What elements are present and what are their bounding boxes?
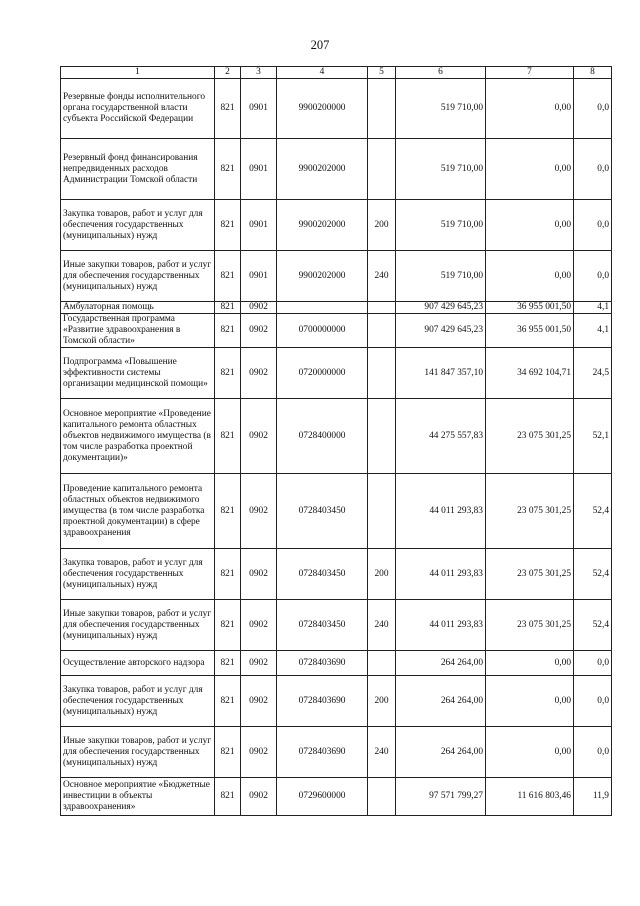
row-name: Резервные фонды исполнительного органа государственной власти субъекта Российской Федерации xyxy=(61,79,215,139)
row-ved-code: 821 xyxy=(215,474,241,549)
header-cell-6: 6 xyxy=(396,67,486,79)
table-row xyxy=(61,549,612,600)
row-percent: 0,0 xyxy=(574,251,612,302)
row-actual-amount: 34 692 104,71 xyxy=(486,348,574,399)
row-actual-amount: 0,00 xyxy=(486,651,574,676)
header-cell-8: 8 xyxy=(574,67,612,79)
row-expense-type xyxy=(368,651,396,676)
row-percent: 52,4 xyxy=(574,549,612,600)
row-section-code: 0902 xyxy=(241,302,277,314)
table-row xyxy=(61,200,612,251)
row-name: Иные закупки товаров, работ и услуг для обеспечения государственных (муниципальных) нужд xyxy=(61,251,215,302)
table-row xyxy=(61,399,612,474)
row-ved-code: 821 xyxy=(215,79,241,139)
row-percent: 0,0 xyxy=(574,200,612,251)
row-name: Закупка товаров, работ и услуг для обеспечения государственных (муниципальных) нужд xyxy=(61,549,215,600)
row-target-code: 0729600000 xyxy=(277,778,368,816)
row-name: Иные закупки товаров, работ и услуг для обеспечения государственных (муниципальных) нужд xyxy=(61,727,215,778)
row-name: Осуществление авторского надзора xyxy=(61,651,215,676)
table-row xyxy=(61,79,612,139)
row-actual-amount: 0,00 xyxy=(486,139,574,200)
row-percent: 4,1 xyxy=(574,302,612,314)
row-expense-type: 240 xyxy=(368,600,396,651)
table-body xyxy=(61,79,612,816)
row-plan-amount: 264 264,00 xyxy=(396,727,486,778)
row-percent: 0,0 xyxy=(574,139,612,200)
table-row xyxy=(61,778,612,816)
row-name: Подпрограмма «Повышение эффективности системы организации медицинской помощи» xyxy=(61,348,215,399)
row-actual-amount: 23 075 301,25 xyxy=(486,549,574,600)
row-percent: 52,4 xyxy=(574,600,612,651)
row-target-code: 0728403450 xyxy=(277,474,368,549)
table-row xyxy=(61,314,612,348)
header-row xyxy=(61,67,612,79)
row-ved-code: 821 xyxy=(215,302,241,314)
page-number: 207 xyxy=(310,38,330,52)
row-plan-amount: 519 710,00 xyxy=(396,200,486,251)
row-plan-amount: 141 847 357,10 xyxy=(396,348,486,399)
row-ved-code: 821 xyxy=(215,651,241,676)
table-row xyxy=(61,727,612,778)
header-cell-5: 5 xyxy=(368,67,396,79)
row-section-code: 0902 xyxy=(241,474,277,549)
row-plan-amount: 519 710,00 xyxy=(396,139,486,200)
row-target-code xyxy=(277,302,368,314)
row-expense-type xyxy=(368,348,396,399)
row-target-code: 9900200000 xyxy=(277,79,368,139)
table-row xyxy=(61,348,612,399)
row-percent: 11,9 xyxy=(574,778,612,816)
row-actual-amount: 11 616 803,46 xyxy=(486,778,574,816)
row-name: Амбулаторная помощь xyxy=(61,302,215,314)
row-name: Проведение капитального ремонта областных объектов недвижимого имущества (в том числе разработка проектной документации) в сфере здравоохранения xyxy=(61,474,215,549)
row-percent: 0,0 xyxy=(574,676,612,727)
row-ved-code: 821 xyxy=(215,727,241,778)
row-expense-type: 240 xyxy=(368,727,396,778)
table-row xyxy=(61,474,612,549)
row-expense-type xyxy=(368,778,396,816)
row-target-code: 9900202000 xyxy=(277,200,368,251)
row-target-code: 0728403450 xyxy=(277,549,368,600)
row-name: Основное мероприятие «Проведение капитального ремонта областных объектов недвижимого имущества (в том числе разработка проектной документации)» xyxy=(61,399,215,474)
row-percent: 52,1 xyxy=(574,399,612,474)
row-plan-amount: 264 264,00 xyxy=(396,676,486,727)
row-section-code: 0902 xyxy=(241,651,277,676)
row-target-code: 0728403450 xyxy=(277,600,368,651)
row-ved-code: 821 xyxy=(215,251,241,302)
row-expense-type xyxy=(368,79,396,139)
table-row xyxy=(61,676,612,727)
row-percent: 0,0 xyxy=(574,79,612,139)
row-ved-code: 821 xyxy=(215,314,241,348)
row-plan-amount: 44 011 293,83 xyxy=(396,549,486,600)
row-name: Закупка товаров, работ и услуг для обеспечения государственных (муниципальных) нужд xyxy=(61,200,215,251)
row-section-code: 0902 xyxy=(241,727,277,778)
row-actual-amount: 36 955 001,50 xyxy=(486,302,574,314)
row-section-code: 0901 xyxy=(241,200,277,251)
row-percent: 52,4 xyxy=(574,474,612,549)
row-section-code: 0902 xyxy=(241,314,277,348)
header-cell-7: 7 xyxy=(486,67,574,79)
row-actual-amount: 0,00 xyxy=(486,200,574,251)
header-cell-2: 2 xyxy=(215,67,241,79)
row-ved-code: 821 xyxy=(215,139,241,200)
row-expense-type: 200 xyxy=(368,200,396,251)
row-ved-code: 821 xyxy=(215,778,241,816)
row-target-code: 0728403690 xyxy=(277,727,368,778)
row-expense-type xyxy=(368,474,396,549)
row-name: Закупка товаров, работ и услуг для обеспечения государственных (муниципальных) нужд xyxy=(61,676,215,727)
table-row xyxy=(61,600,612,651)
row-expense-type xyxy=(368,399,396,474)
row-expense-type xyxy=(368,314,396,348)
row-target-code: 0720000000 xyxy=(277,348,368,399)
row-plan-amount: 44 011 293,83 xyxy=(396,600,486,651)
row-plan-amount: 519 710,00 xyxy=(396,251,486,302)
row-expense-type xyxy=(368,139,396,200)
table-row xyxy=(61,251,612,302)
row-target-code: 0728400000 xyxy=(277,399,368,474)
row-ved-code: 821 xyxy=(215,549,241,600)
row-expense-type: 240 xyxy=(368,251,396,302)
row-expense-type xyxy=(368,302,396,314)
row-section-code: 0902 xyxy=(241,348,277,399)
row-percent: 4,1 xyxy=(574,314,612,348)
row-section-code: 0902 xyxy=(241,600,277,651)
row-target-code: 0728403690 xyxy=(277,651,368,676)
row-actual-amount: 0,00 xyxy=(486,676,574,727)
row-ved-code: 821 xyxy=(215,200,241,251)
table-row xyxy=(61,651,612,676)
row-ved-code: 821 xyxy=(215,600,241,651)
row-plan-amount: 44 011 293,83 xyxy=(396,474,486,549)
row-actual-amount: 0,00 xyxy=(486,727,574,778)
row-percent: 0,0 xyxy=(574,727,612,778)
row-actual-amount: 0,00 xyxy=(486,79,574,139)
row-section-code: 0901 xyxy=(241,251,277,302)
row-target-code: 0700000000 xyxy=(277,314,368,348)
row-expense-type: 200 xyxy=(368,549,396,600)
row-percent: 24,5 xyxy=(574,348,612,399)
row-target-code: 9900202000 xyxy=(277,139,368,200)
row-percent: 0,0 xyxy=(574,651,612,676)
row-name: Государственная программа «Развитие здравоохранения в Томской области» xyxy=(61,314,215,348)
row-actual-amount: 23 075 301,25 xyxy=(486,600,574,651)
row-section-code: 0901 xyxy=(241,79,277,139)
budget-table xyxy=(60,66,612,816)
row-plan-amount: 907 429 645,23 xyxy=(396,302,486,314)
row-ved-code: 821 xyxy=(215,348,241,399)
row-ved-code: 821 xyxy=(215,399,241,474)
table-row xyxy=(61,139,612,200)
row-target-code: 9900202000 xyxy=(277,251,368,302)
row-section-code: 0902 xyxy=(241,778,277,816)
row-section-code: 0902 xyxy=(241,676,277,727)
row-target-code: 0728403690 xyxy=(277,676,368,727)
row-plan-amount: 519 710,00 xyxy=(396,79,486,139)
table-row xyxy=(61,302,612,314)
row-section-code: 0902 xyxy=(241,399,277,474)
row-actual-amount: 36 955 001,50 xyxy=(486,314,574,348)
row-name: Резервный фонд финансирования непредвиденных расходов Администрации Томской области xyxy=(61,139,215,200)
header-cell-4: 4 xyxy=(277,67,368,79)
row-expense-type: 200 xyxy=(368,676,396,727)
row-actual-amount: 0,00 xyxy=(486,251,574,302)
row-plan-amount: 264 264,00 xyxy=(396,651,486,676)
header-cell-3: 3 xyxy=(241,67,277,79)
row-ved-code: 821 xyxy=(215,676,241,727)
row-plan-amount: 44 275 557,83 xyxy=(396,399,486,474)
row-section-code: 0902 xyxy=(241,549,277,600)
row-name: Иные закупки товаров, работ и услуг для обеспечения государственных (муниципальных) нужд xyxy=(61,600,215,651)
row-actual-amount: 23 075 301,25 xyxy=(486,474,574,549)
header-cell-1: 1 xyxy=(61,67,215,79)
row-plan-amount: 97 571 799,27 xyxy=(396,778,486,816)
row-name: Основное мероприятие «Бюджетные инвестиции в объекты здравоохранения» xyxy=(61,778,215,816)
row-actual-amount: 23 075 301,25 xyxy=(486,399,574,474)
row-plan-amount: 907 429 645,23 xyxy=(396,314,486,348)
row-section-code: 0901 xyxy=(241,139,277,200)
